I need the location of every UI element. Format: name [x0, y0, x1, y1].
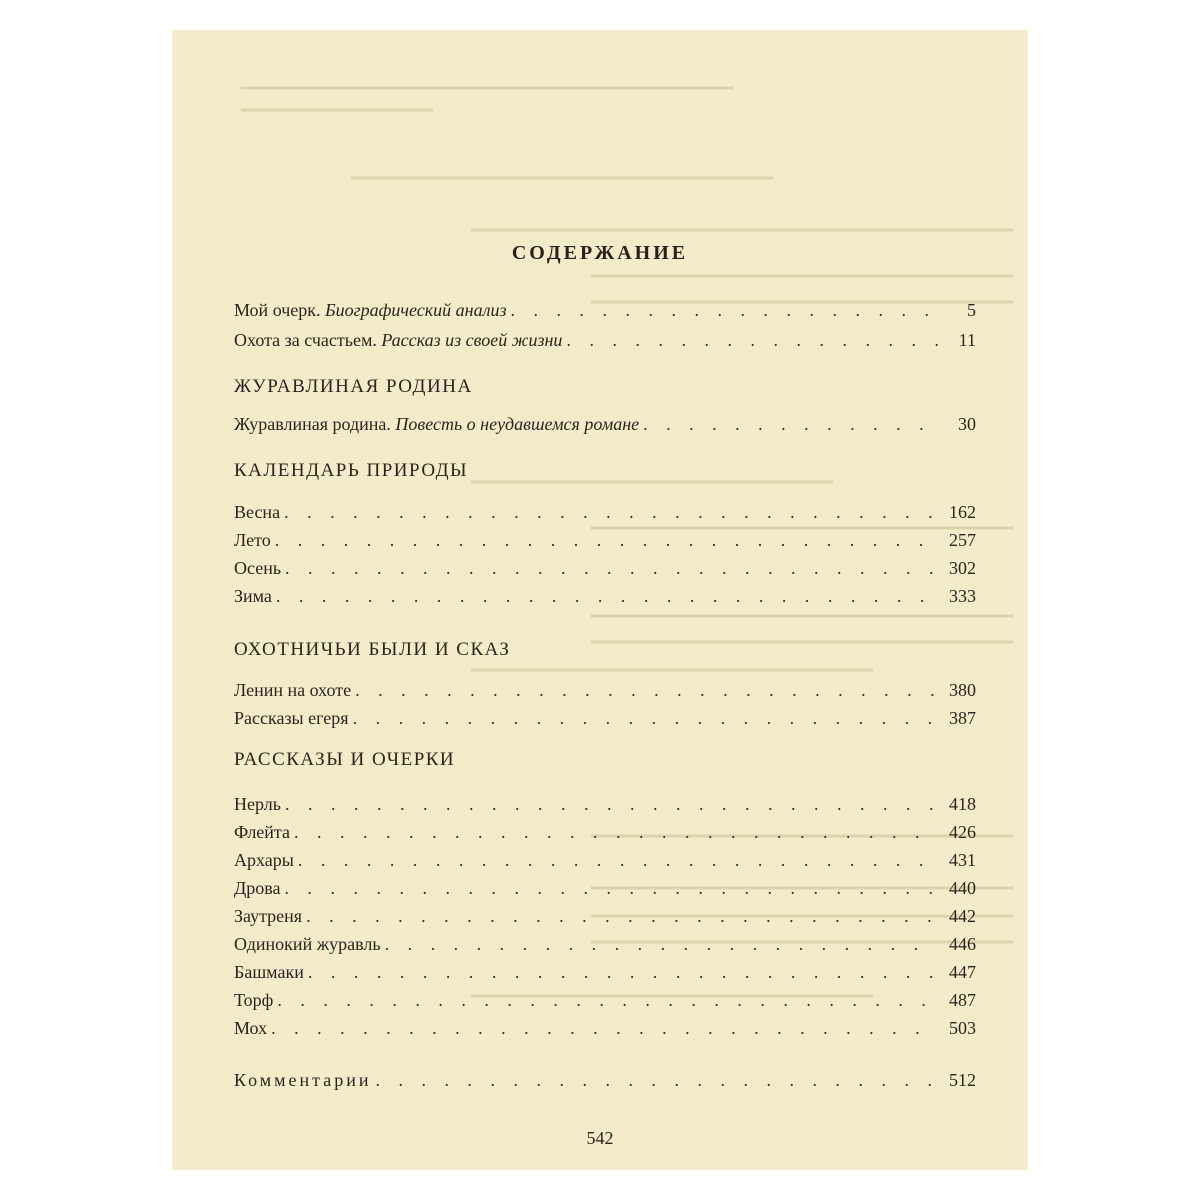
toc-entry: [234, 296, 976, 324]
toc-entry: [234, 958, 976, 986]
toc-entry-page: 431: [949, 850, 976, 870]
toc-entry: [234, 1066, 976, 1094]
toc-entry-label: [234, 874, 281, 902]
toc-entry-subtitle: Повесть о неудавшемся романе: [395, 414, 640, 434]
toc-entry-title: Флейта: [234, 822, 291, 842]
toc-entry-title: Охота за счастьем.: [234, 330, 377, 350]
toc-entry-label: [234, 958, 304, 986]
leader-dots: [353, 704, 938, 732]
leader-dots: [566, 326, 938, 354]
page-number: 542: [586, 1128, 614, 1148]
toc-entry-page: 503: [949, 1018, 976, 1038]
toc-entry: [234, 676, 976, 704]
section-heading: ОХОТНИЧЬИ БЫЛИ И СКАЗ: [234, 639, 511, 660]
toc-entry-page: 302: [949, 558, 976, 578]
leader-dots: [510, 296, 938, 324]
toc-entry-label: [234, 498, 280, 526]
toc-entry: [234, 930, 976, 958]
toc-entry: [234, 526, 976, 554]
toc-entry-title: Башмаки: [234, 962, 304, 982]
leader-dots: [271, 1014, 938, 1042]
toc-entry-page: 5: [967, 300, 976, 320]
toc-entry-label: [234, 846, 294, 874]
toc-entry-page: 333: [949, 586, 976, 606]
toc-entry-page: 487: [949, 990, 976, 1010]
leader-dots: [306, 902, 938, 930]
leader-dots: [284, 498, 938, 526]
toc-entry: [234, 410, 976, 438]
leader-dots: [355, 676, 938, 704]
toc-entry: [234, 498, 976, 526]
toc-entry-title: Журавлиная родина.: [234, 414, 391, 434]
leader-dots: [376, 1066, 938, 1094]
toc-entry-page: 387: [949, 708, 976, 728]
toc-entry: [234, 554, 976, 582]
toc-entry-label: [234, 1066, 372, 1094]
toc-entry-subtitle: Биографический анализ: [325, 300, 507, 320]
toc-entry: [234, 326, 976, 354]
toc-entry-page: 442: [949, 906, 976, 926]
toc-entry-title: Комментарии: [234, 1070, 372, 1090]
toc-entry-label: [234, 986, 273, 1014]
toc-entry-label: [234, 1014, 267, 1042]
leader-dots: [308, 958, 938, 986]
toc-entry: [234, 902, 976, 930]
leader-dots: [285, 554, 938, 582]
toc-entry-title: Зима: [234, 586, 272, 606]
section-heading: КАЛЕНДАРЬ ПРИРОДЫ: [234, 460, 469, 481]
toc-entry-title: Рассказы егеря: [234, 708, 349, 728]
leader-dots: [298, 846, 938, 874]
toc-entry-label: [234, 526, 271, 554]
toc-entry-label: [234, 790, 281, 818]
section-heading: РАССКАЗЫ И ОЧЕРКИ: [234, 749, 456, 770]
toc-entry: [234, 1014, 976, 1042]
toc-entry-title: Одинокий журавль: [234, 934, 381, 954]
toc-entry-title: Архары: [234, 850, 294, 870]
toc-entry-label: [234, 410, 639, 438]
toc-entry-page: 426: [949, 822, 976, 842]
contents-title: СОДЕРЖАНИЕ: [511, 242, 689, 264]
toc-entry-label: [234, 902, 302, 930]
toc-entry-label: [234, 930, 381, 958]
toc-entry-page: 440: [949, 878, 976, 898]
toc-entry-title: Лето: [234, 530, 271, 550]
toc-entry-page: 257: [949, 530, 976, 550]
section-heading: ЖУРАВЛИНАЯ РОДИНА: [234, 376, 473, 397]
toc-entry: [234, 582, 976, 610]
leader-dots: [285, 790, 938, 818]
toc-entry: [234, 790, 976, 818]
toc-entry: [234, 874, 976, 902]
toc-entry-title: Дрова: [234, 878, 281, 898]
leader-dots: [643, 410, 938, 438]
book-page: [172, 30, 1028, 1170]
leader-dots: [277, 986, 938, 1014]
toc-entry-label: [234, 704, 349, 732]
toc-entry-label: [234, 296, 506, 324]
toc-entry-title: Весна: [234, 502, 281, 522]
toc-entry: [234, 704, 976, 732]
toc-entry-title: Осень: [234, 558, 282, 578]
toc-entry-page: 512: [949, 1070, 976, 1090]
toc-entry-label: [234, 582, 272, 610]
leader-dots: [275, 526, 938, 554]
toc-entry-title: Мой очерк.: [234, 300, 321, 320]
toc-entry: [234, 846, 976, 874]
toc-entry-label: [234, 818, 290, 846]
toc-entry-subtitle: Рассказ из своей жизни: [381, 330, 563, 350]
toc-entry-page: 30: [958, 414, 976, 434]
toc-entry-label: [234, 326, 562, 354]
leader-dots: [276, 582, 938, 610]
leader-dots: [294, 818, 938, 846]
toc-entry-page: 162: [949, 502, 976, 522]
toc-entry-page: 418: [949, 794, 976, 814]
toc-entry: [234, 818, 976, 846]
toc-entry-title: Торф: [234, 990, 274, 1010]
toc-entry-label: [234, 676, 351, 704]
toc-entry-label: [234, 554, 281, 582]
toc-entry-title: Заутреня: [234, 906, 303, 926]
toc-entry-page: 380: [949, 680, 976, 700]
toc-entry-title: Мох: [234, 1018, 268, 1038]
toc-entry-page: 446: [949, 934, 976, 954]
toc-entry-page: 447: [949, 962, 976, 982]
leader-dots: [385, 930, 938, 958]
toc-entry-title: Ленин на охоте: [234, 680, 352, 700]
toc-entry: [234, 986, 976, 1014]
toc-entry-page: 11: [958, 330, 976, 350]
toc-entry-title: Нерль: [234, 794, 281, 814]
leader-dots: [285, 874, 938, 902]
